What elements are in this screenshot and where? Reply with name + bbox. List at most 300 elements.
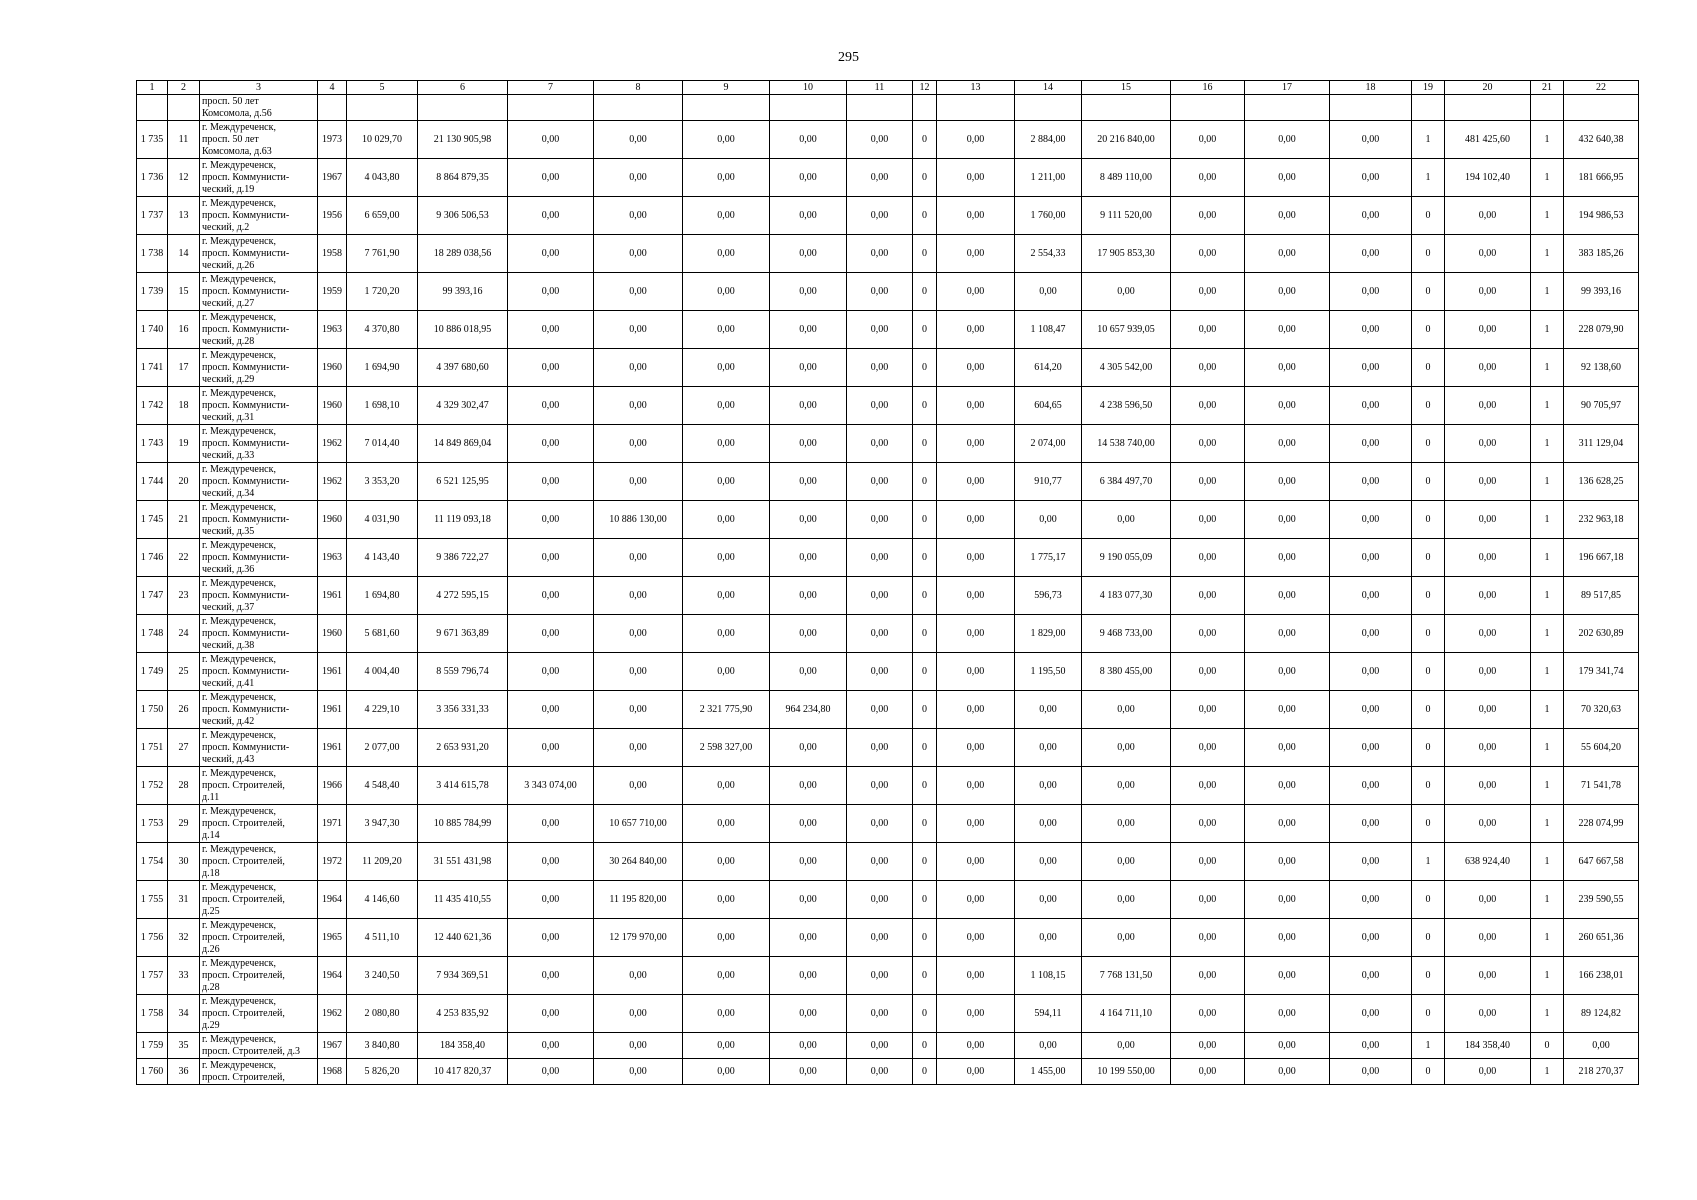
table-cell: 11 xyxy=(168,121,200,159)
table-row xyxy=(137,577,1639,615)
table-cell: 4 397 680,60 xyxy=(418,349,508,387)
table-cell: 0 xyxy=(913,577,937,615)
table-cell: 0 xyxy=(1412,425,1445,463)
table-cell: 1 xyxy=(1531,919,1564,957)
table-cell: 0,00 xyxy=(1082,1033,1171,1059)
table-cell: г. Междуреченск, просп. Коммунисти- ческий, д.19 xyxy=(200,159,318,197)
table-cell: 0,00 xyxy=(1245,843,1330,881)
table-cell: 4 183 077,30 xyxy=(1082,577,1171,615)
table-row xyxy=(137,729,1639,767)
table-cell: 0,00 xyxy=(937,463,1015,501)
table-cell: 0,00 xyxy=(1082,767,1171,805)
table-cell: 89 124,82 xyxy=(1564,995,1639,1033)
table-cell: 1961 xyxy=(318,577,347,615)
table-cell: 0,00 xyxy=(770,881,847,919)
table-cell: 3 947,30 xyxy=(347,805,418,843)
table-cell: 0,00 xyxy=(1330,577,1412,615)
table-cell: 0,00 xyxy=(508,235,594,273)
table-cell: 0,00 xyxy=(1445,767,1531,805)
table-cell: 0 xyxy=(913,1059,937,1085)
table-cell: 1 737 xyxy=(137,197,168,235)
table-cell: 0 xyxy=(1412,805,1445,843)
table-cell: 0,00 xyxy=(1445,539,1531,577)
table-cell: 23 xyxy=(168,577,200,615)
table-cell xyxy=(1531,95,1564,121)
table-cell: 1960 xyxy=(318,387,347,425)
table-cell: 4 329 302,47 xyxy=(418,387,508,425)
table-cell: 0,00 xyxy=(1245,1033,1330,1059)
table-cell: 0,00 xyxy=(683,235,770,273)
table-cell: 1961 xyxy=(318,729,347,767)
table-cell: 0,00 xyxy=(770,501,847,539)
table-cell: 9 671 363,89 xyxy=(418,615,508,653)
table-cell: 0,00 xyxy=(770,273,847,311)
table-cell xyxy=(1171,95,1245,121)
table-cell: 383 185,26 xyxy=(1564,235,1639,273)
table-row xyxy=(137,311,1639,349)
table-cell: 1 xyxy=(1531,881,1564,919)
table-cell: 16 xyxy=(168,311,200,349)
table-cell: 0,00 xyxy=(1445,349,1531,387)
table-cell: 0,00 xyxy=(1330,957,1412,995)
table-cell: 0,00 xyxy=(1082,843,1171,881)
table-cell: 181 666,95 xyxy=(1564,159,1639,197)
table-cell: 0,00 xyxy=(770,539,847,577)
table-cell: 0,00 xyxy=(683,387,770,425)
table-cell: 0,00 xyxy=(594,235,683,273)
table-cell: г. Междуреченск, просп. Строителей, д.3 xyxy=(200,1033,318,1059)
table-cell: 0 xyxy=(1412,881,1445,919)
table-cell: 0,00 xyxy=(683,463,770,501)
table-cell: 0,00 xyxy=(1245,273,1330,311)
table-cell: 0 xyxy=(913,425,937,463)
table-cell: 13 xyxy=(168,197,200,235)
table-cell: 1 xyxy=(1531,729,1564,767)
table-cell: 0 xyxy=(1412,767,1445,805)
table-cell: 0,00 xyxy=(1445,957,1531,995)
table-cell: 32 xyxy=(168,919,200,957)
table-cell: 0,00 xyxy=(937,805,1015,843)
column-header: 10 xyxy=(770,81,847,95)
table-cell: 0,00 xyxy=(508,539,594,577)
column-header: 15 xyxy=(1082,81,1171,95)
table-cell: 0,00 xyxy=(1245,691,1330,729)
table-cell: 0,00 xyxy=(1330,273,1412,311)
table-cell: 0,00 xyxy=(1330,121,1412,159)
table-cell: 9 386 722,27 xyxy=(418,539,508,577)
table-cell: 0 xyxy=(1412,387,1445,425)
table-cell: 432 640,38 xyxy=(1564,121,1639,159)
table-cell: 0,00 xyxy=(937,425,1015,463)
table-cell: 1964 xyxy=(318,957,347,995)
table-cell xyxy=(770,95,847,121)
table-cell: 0,00 xyxy=(683,805,770,843)
table-cell: 0,00 xyxy=(1330,615,1412,653)
column-header: 7 xyxy=(508,81,594,95)
table-cell: 27 xyxy=(168,729,200,767)
table-cell: 0,00 xyxy=(770,463,847,501)
table-cell: 1 xyxy=(1531,159,1564,197)
table-cell xyxy=(913,95,937,121)
table-cell: 4 146,60 xyxy=(347,881,418,919)
table-cell: 1 756 xyxy=(137,919,168,957)
table-body xyxy=(137,95,1639,1085)
table-cell: 0,00 xyxy=(1564,1033,1639,1059)
table-cell: 0,00 xyxy=(1330,197,1412,235)
table-row xyxy=(137,805,1639,843)
table-cell: 0,00 xyxy=(937,235,1015,273)
table-cell: 0,00 xyxy=(1171,121,1245,159)
table-cell: 0,00 xyxy=(594,159,683,197)
table-cell: 0,00 xyxy=(683,1059,770,1085)
table-cell: 1 698,10 xyxy=(347,387,418,425)
table-cell: 0,00 xyxy=(1015,843,1082,881)
table-cell: 166 238,01 xyxy=(1564,957,1639,995)
table-cell: 0,00 xyxy=(1245,539,1330,577)
table-cell: 17 xyxy=(168,349,200,387)
table-cell: 1960 xyxy=(318,615,347,653)
table-cell: 1956 xyxy=(318,197,347,235)
table-cell: 0,00 xyxy=(937,273,1015,311)
table-cell: 0,00 xyxy=(594,615,683,653)
table-cell: 0,00 xyxy=(847,805,913,843)
table-cell: 11 435 410,55 xyxy=(418,881,508,919)
table-cell: 1960 xyxy=(318,501,347,539)
table-cell: 14 xyxy=(168,235,200,273)
table-cell: 0,00 xyxy=(1445,273,1531,311)
column-header: 21 xyxy=(1531,81,1564,95)
table-cell: г. Междуреченск, просп. Строителей, д.11 xyxy=(200,767,318,805)
table-cell: 0,00 xyxy=(847,881,913,919)
table-cell xyxy=(508,95,594,121)
table-cell: г. Междуреченск, просп. Коммунисти- ческий, д.27 xyxy=(200,273,318,311)
table-cell: г. Междуреченск, просп. Коммунисти- ческий, д.42 xyxy=(200,691,318,729)
table-cell: 17 905 853,30 xyxy=(1082,235,1171,273)
table-row xyxy=(137,653,1639,691)
column-header: 16 xyxy=(1171,81,1245,95)
table-cell: 0,00 xyxy=(937,691,1015,729)
table-cell: 1 xyxy=(1531,653,1564,691)
table-cell: 964 234,80 xyxy=(770,691,847,729)
table-cell: 0,00 xyxy=(1245,653,1330,691)
table-cell: 0,00 xyxy=(847,615,913,653)
table-cell: 0,00 xyxy=(1171,425,1245,463)
table-cell: 1 694,80 xyxy=(347,577,418,615)
table-cell: 0,00 xyxy=(508,1059,594,1085)
table-cell: 0,00 xyxy=(1245,311,1330,349)
table-cell: 0,00 xyxy=(1171,539,1245,577)
table-cell: 0 xyxy=(913,463,937,501)
table-cell: 36 xyxy=(168,1059,200,1085)
table-row xyxy=(137,1059,1639,1085)
table-cell: 0,00 xyxy=(1445,311,1531,349)
table-row xyxy=(137,273,1639,311)
table-cell: 0,00 xyxy=(847,767,913,805)
table-cell: 1 xyxy=(1412,843,1445,881)
column-header: 12 xyxy=(913,81,937,95)
table-cell: 0,00 xyxy=(1245,729,1330,767)
table-cell: 1 829,00 xyxy=(1015,615,1082,653)
table-cell: 11 195 820,00 xyxy=(594,881,683,919)
table-cell: 0,00 xyxy=(1330,729,1412,767)
table-cell: 0,00 xyxy=(1171,159,1245,197)
table-cell: 0,00 xyxy=(508,1033,594,1059)
column-header: 20 xyxy=(1445,81,1531,95)
table-cell: 0,00 xyxy=(1330,805,1412,843)
table-cell: 0,00 xyxy=(770,349,847,387)
table-cell: 0,00 xyxy=(937,653,1015,691)
table-cell: 0,00 xyxy=(1445,995,1531,1033)
table-cell: 0,00 xyxy=(508,729,594,767)
table-cell: 0 xyxy=(1412,539,1445,577)
table-cell: 0,00 xyxy=(1082,501,1171,539)
table-cell: 232 963,18 xyxy=(1564,501,1639,539)
table-cell: 1 775,17 xyxy=(1015,539,1082,577)
table-cell: 228 079,90 xyxy=(1564,311,1639,349)
table-cell: 55 604,20 xyxy=(1564,729,1639,767)
table-cell: 196 667,18 xyxy=(1564,539,1639,577)
table-cell: 0,00 xyxy=(847,539,913,577)
table-cell: 0,00 xyxy=(1171,577,1245,615)
table-cell: 0,00 xyxy=(937,995,1015,1033)
table-cell: 0,00 xyxy=(1330,653,1412,691)
table-cell: 1 108,47 xyxy=(1015,311,1082,349)
table-cell: 1971 xyxy=(318,805,347,843)
table-cell: г. Междуреченск, просп. Коммунисти- ческий, д.2 xyxy=(200,197,318,235)
table-cell: 0 xyxy=(1412,463,1445,501)
table-cell: 1 108,15 xyxy=(1015,957,1082,995)
table-cell: 0 xyxy=(913,881,937,919)
table-cell: 1962 xyxy=(318,463,347,501)
table-cell: 1961 xyxy=(318,691,347,729)
table-cell: 0,00 xyxy=(1171,653,1245,691)
table-cell: 0,00 xyxy=(1330,881,1412,919)
table-row xyxy=(137,121,1639,159)
table-cell: 0 xyxy=(913,349,937,387)
table-cell: 0,00 xyxy=(1171,919,1245,957)
table-cell: 0,00 xyxy=(1245,387,1330,425)
table-cell: 0,00 xyxy=(1015,691,1082,729)
table-cell: 0,00 xyxy=(937,121,1015,159)
table-cell: 0,00 xyxy=(683,197,770,235)
table-cell: 1968 xyxy=(318,1059,347,1085)
table-cell: 1 455,00 xyxy=(1015,1059,1082,1085)
table-cell: 7 934 369,51 xyxy=(418,957,508,995)
table-row xyxy=(137,1033,1639,1059)
table-cell: 0,00 xyxy=(594,577,683,615)
table-cell: 0,00 xyxy=(847,653,913,691)
table-cell: 71 541,78 xyxy=(1564,767,1639,805)
table-cell: 0,00 xyxy=(847,957,913,995)
table-cell: 18 xyxy=(168,387,200,425)
column-header: 1 xyxy=(137,81,168,95)
table-cell: 0,00 xyxy=(937,501,1015,539)
table-cell: 0,00 xyxy=(1171,1059,1245,1085)
table-cell: 0 xyxy=(913,387,937,425)
column-header: 5 xyxy=(347,81,418,95)
table-cell: 0 xyxy=(1412,729,1445,767)
table-cell: 0 xyxy=(1412,957,1445,995)
table-cell: 0,00 xyxy=(1171,729,1245,767)
table-cell: просп. 50 лет Комсомола, д.56 xyxy=(200,95,318,121)
table-cell: 12 xyxy=(168,159,200,197)
table-cell: 0,00 xyxy=(594,539,683,577)
table-row xyxy=(137,957,1639,995)
table-cell: 1 xyxy=(1412,121,1445,159)
table-cell: 0,00 xyxy=(1171,767,1245,805)
data-table xyxy=(136,80,1639,1085)
table-cell: 89 517,85 xyxy=(1564,577,1639,615)
table-cell: 1 749 xyxy=(137,653,168,691)
table-cell xyxy=(594,95,683,121)
table-cell: 0,00 xyxy=(1445,691,1531,729)
table-cell: г. Междуреченск, просп. Строителей, д.14 xyxy=(200,805,318,843)
table-cell: 4 305 542,00 xyxy=(1082,349,1171,387)
table-cell: 1962 xyxy=(318,995,347,1033)
table-cell: 0,00 xyxy=(1445,463,1531,501)
table-cell: 9 468 733,00 xyxy=(1082,615,1171,653)
table-cell: г. Междуреченск, просп. Коммунисти- ческий, д.37 xyxy=(200,577,318,615)
table-cell: 0 xyxy=(913,273,937,311)
table-cell: 0,00 xyxy=(508,843,594,881)
table-cell: 0,00 xyxy=(508,197,594,235)
table-cell: 0,00 xyxy=(1445,197,1531,235)
table-cell: 0,00 xyxy=(594,311,683,349)
table-cell: 20 216 840,00 xyxy=(1082,121,1171,159)
table-cell: 4 229,10 xyxy=(347,691,418,729)
table-cell: 0,00 xyxy=(937,881,1015,919)
table-cell: 35 xyxy=(168,1033,200,1059)
table-cell: 0,00 xyxy=(847,843,913,881)
table-cell: 1 752 xyxy=(137,767,168,805)
table-cell: г. Междуреченск, просп. Коммунисти- ческий, д.26 xyxy=(200,235,318,273)
table-cell: 3 840,80 xyxy=(347,1033,418,1059)
table-cell: 0,00 xyxy=(1171,805,1245,843)
table-cell: 0,00 xyxy=(847,121,913,159)
table-cell: 0,00 xyxy=(847,501,913,539)
table-cell: 8 559 796,74 xyxy=(418,653,508,691)
table-cell: 0,00 xyxy=(1082,691,1171,729)
table-cell: 10 886 130,00 xyxy=(594,501,683,539)
table-cell: 0,00 xyxy=(594,197,683,235)
table-cell: 0,00 xyxy=(1082,919,1171,957)
table-cell: 0,00 xyxy=(1330,691,1412,729)
table-cell: 6 659,00 xyxy=(347,197,418,235)
table-cell: 1 694,90 xyxy=(347,349,418,387)
table-cell xyxy=(1412,95,1445,121)
table-cell: 21 130 905,98 xyxy=(418,121,508,159)
table-cell: 24 xyxy=(168,615,200,653)
table-cell: 1 xyxy=(1531,957,1564,995)
table-cell: 0 xyxy=(1412,995,1445,1033)
table-cell: 1 750 xyxy=(137,691,168,729)
table-cell: 0 xyxy=(913,501,937,539)
table-cell: 0,00 xyxy=(770,311,847,349)
table-cell: 0,00 xyxy=(683,995,770,1033)
table-cell: 1 xyxy=(1531,691,1564,729)
table-cell: 1 739 xyxy=(137,273,168,311)
table-cell: 0,00 xyxy=(1171,273,1245,311)
table-cell xyxy=(1245,95,1330,121)
table-row xyxy=(137,95,1639,121)
column-header: 19 xyxy=(1412,81,1445,95)
table-cell xyxy=(418,95,508,121)
table-cell: 0,00 xyxy=(1445,881,1531,919)
table-cell: 0,00 xyxy=(508,425,594,463)
table-cell: г. Междуреченск, просп. Строителей, д.28 xyxy=(200,957,318,995)
table-cell: 1962 xyxy=(318,425,347,463)
table-cell: 10 885 784,99 xyxy=(418,805,508,843)
table-cell: 260 651,36 xyxy=(1564,919,1639,957)
table-cell: 4 164 711,10 xyxy=(1082,995,1171,1033)
table-cell: 0 xyxy=(913,995,937,1033)
table-cell xyxy=(1564,95,1639,121)
table-cell: 0,00 xyxy=(847,349,913,387)
table-cell: 596,73 xyxy=(1015,577,1082,615)
table-cell: 4 272 595,15 xyxy=(418,577,508,615)
table-cell: 0,00 xyxy=(1082,729,1171,767)
table-cell: 0,00 xyxy=(847,197,913,235)
table-cell: 3 343 074,00 xyxy=(508,767,594,805)
column-header: 2 xyxy=(168,81,200,95)
table-cell: г. Междуреченск, просп. 50 лет Комсомола, д.63 xyxy=(200,121,318,159)
table-cell: 5 681,60 xyxy=(347,615,418,653)
table-row xyxy=(137,767,1639,805)
table-cell: 0,00 xyxy=(1171,1033,1245,1059)
table-cell: 1 735 xyxy=(137,121,168,159)
table-cell: 2 884,00 xyxy=(1015,121,1082,159)
table-cell: 0,00 xyxy=(1245,501,1330,539)
table-cell: 4 238 596,50 xyxy=(1082,387,1171,425)
column-header: 8 xyxy=(594,81,683,95)
table-cell: 0,00 xyxy=(847,235,913,273)
table-cell: 34 xyxy=(168,995,200,1033)
table-cell: 0,00 xyxy=(770,387,847,425)
table-row xyxy=(137,691,1639,729)
table-cell: 0,00 xyxy=(937,729,1015,767)
table-cell: 4 043,80 xyxy=(347,159,418,197)
column-header: 18 xyxy=(1330,81,1412,95)
table-cell: 1 741 xyxy=(137,349,168,387)
table-cell: 0,00 xyxy=(1245,197,1330,235)
table-cell: 136 628,25 xyxy=(1564,463,1639,501)
table-cell: 0,00 xyxy=(508,653,594,691)
table-cell: 12 440 621,36 xyxy=(418,919,508,957)
table-cell: 1 xyxy=(1531,805,1564,843)
table-cell: 0,00 xyxy=(1330,539,1412,577)
table-cell: г. Междуреченск, просп. Строителей, д.25 xyxy=(200,881,318,919)
table-cell: 0,00 xyxy=(1015,273,1082,311)
table-cell: 31 551 431,98 xyxy=(418,843,508,881)
table-cell: 0,00 xyxy=(594,957,683,995)
table-cell: 0,00 xyxy=(1171,311,1245,349)
table-cell: 0,00 xyxy=(1015,805,1082,843)
table-cell: 228 074,99 xyxy=(1564,805,1639,843)
table-cell: 0,00 xyxy=(683,957,770,995)
table-cell: 0,00 xyxy=(937,957,1015,995)
table-cell: 0,00 xyxy=(683,767,770,805)
table-cell: 0 xyxy=(913,805,937,843)
table-cell: 0,00 xyxy=(847,577,913,615)
column-header: 17 xyxy=(1245,81,1330,95)
table-cell: 0 xyxy=(913,235,937,273)
table-cell: 4 511,10 xyxy=(347,919,418,957)
table-cell: 1 754 xyxy=(137,843,168,881)
table-cell: 2 321 775,90 xyxy=(683,691,770,729)
table-cell: 239 590,55 xyxy=(1564,881,1639,919)
table-cell: 1 xyxy=(1531,1059,1564,1085)
table-cell: 0,00 xyxy=(770,843,847,881)
